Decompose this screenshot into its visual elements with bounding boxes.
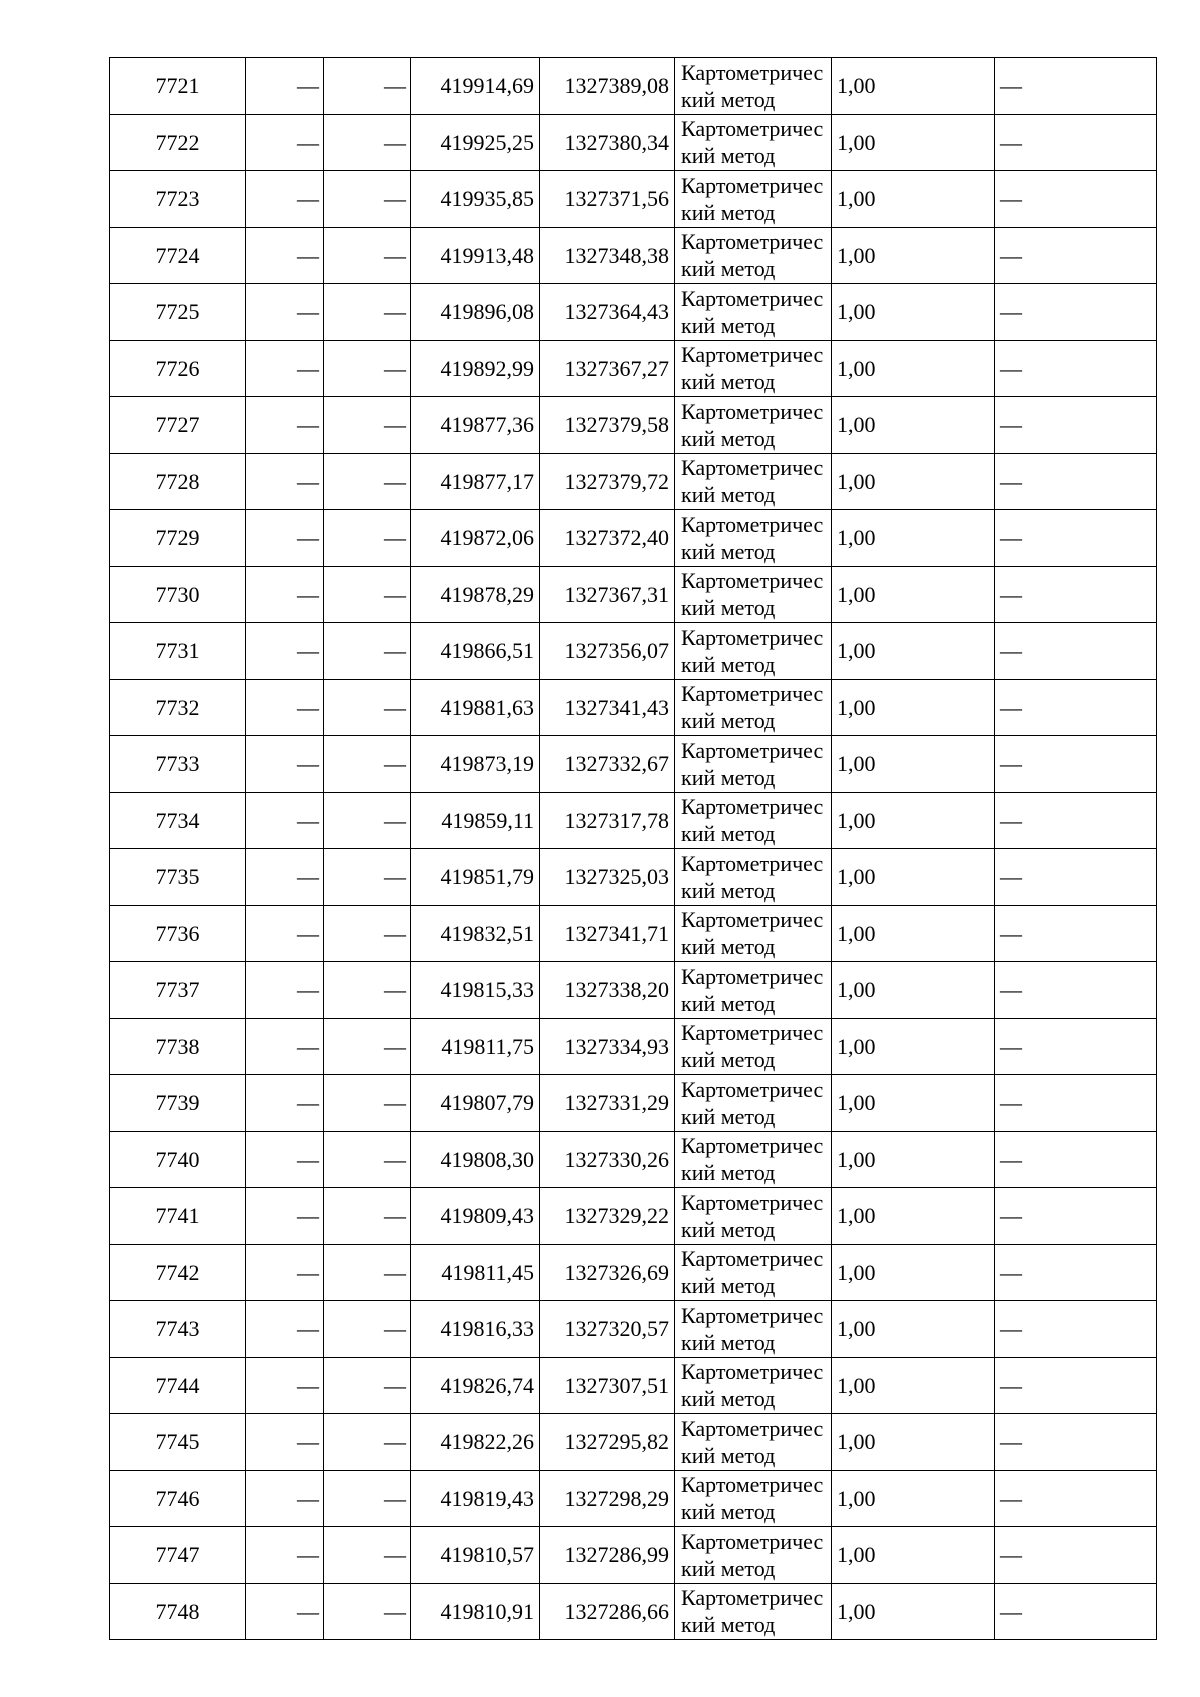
empty-value-cell: — xyxy=(324,453,411,510)
x-coordinate-cell: 419851,79 xyxy=(411,849,540,906)
accuracy-cell: 1,00 xyxy=(832,1188,995,1245)
accuracy-cell: 1,00 xyxy=(832,1470,995,1527)
point-number-cell: 7740 xyxy=(110,1131,246,1188)
x-coordinate-cell: 419881,63 xyxy=(411,679,540,736)
x-coordinate-cell: 419877,36 xyxy=(411,397,540,454)
accuracy-cell: 1,00 xyxy=(832,1131,995,1188)
method-cell: Картометрический метод xyxy=(675,114,832,171)
y-coordinate-cell: 1327367,31 xyxy=(540,566,675,623)
x-coordinate-cell: 419816,33 xyxy=(411,1301,540,1358)
empty-value-cell: — xyxy=(324,1470,411,1527)
empty-value-cell: — xyxy=(246,962,324,1019)
x-coordinate-cell: 419896,08 xyxy=(411,284,540,341)
empty-value-cell: — xyxy=(324,1131,411,1188)
point-number-cell: 7728 xyxy=(110,453,246,510)
empty-value-cell: — xyxy=(324,736,411,793)
method-cell: Картометрический метод xyxy=(675,905,832,962)
empty-value-cell: — xyxy=(324,58,411,115)
empty-value-cell: — xyxy=(324,227,411,284)
point-number-cell: 7724 xyxy=(110,227,246,284)
table-row xyxy=(110,1075,1157,1132)
point-number-cell: 7746 xyxy=(110,1470,246,1527)
note-cell: — xyxy=(995,397,1157,454)
note-cell: — xyxy=(995,114,1157,171)
table-row xyxy=(110,284,1157,341)
point-number-cell: 7742 xyxy=(110,1244,246,1301)
empty-value-cell: — xyxy=(324,510,411,567)
note-cell: — xyxy=(995,1131,1157,1188)
table-row xyxy=(110,114,1157,171)
table-row xyxy=(110,962,1157,1019)
method-cell: Картометрический метод xyxy=(675,1131,832,1188)
note-cell: — xyxy=(995,1527,1157,1584)
method-cell: Картометрический метод xyxy=(675,736,832,793)
point-number-cell: 7736 xyxy=(110,905,246,962)
method-cell: Картометрический метод xyxy=(675,1583,832,1640)
y-coordinate-cell: 1327338,20 xyxy=(540,962,675,1019)
table-row xyxy=(110,1244,1157,1301)
y-coordinate-cell: 1327389,08 xyxy=(540,58,675,115)
y-coordinate-cell: 1327379,58 xyxy=(540,397,675,454)
x-coordinate-cell: 419811,75 xyxy=(411,1018,540,1075)
point-number-cell: 7734 xyxy=(110,792,246,849)
accuracy-cell: 1,00 xyxy=(832,962,995,1019)
method-cell: Картометрический метод xyxy=(675,397,832,454)
accuracy-cell: 1,00 xyxy=(832,58,995,115)
point-number-cell: 7723 xyxy=(110,171,246,228)
empty-value-cell: — xyxy=(246,1244,324,1301)
note-cell: — xyxy=(995,962,1157,1019)
point-number-cell: 7722 xyxy=(110,114,246,171)
note-cell: — xyxy=(995,227,1157,284)
coordinates-table-body xyxy=(110,58,1157,1640)
empty-value-cell: — xyxy=(246,1470,324,1527)
accuracy-cell: 1,00 xyxy=(832,284,995,341)
empty-value-cell: — xyxy=(324,340,411,397)
note-cell: — xyxy=(995,1301,1157,1358)
empty-value-cell: — xyxy=(324,679,411,736)
x-coordinate-cell: 419810,91 xyxy=(411,1583,540,1640)
method-cell: Картометрический метод xyxy=(675,679,832,736)
y-coordinate-cell: 1327286,66 xyxy=(540,1583,675,1640)
table-row xyxy=(110,1470,1157,1527)
point-number-cell: 7748 xyxy=(110,1583,246,1640)
note-cell: — xyxy=(995,340,1157,397)
table-row xyxy=(110,1188,1157,1245)
x-coordinate-cell: 419866,51 xyxy=(411,623,540,680)
x-coordinate-cell: 419878,29 xyxy=(411,566,540,623)
empty-value-cell: — xyxy=(246,284,324,341)
accuracy-cell: 1,00 xyxy=(832,679,995,736)
empty-value-cell: — xyxy=(324,397,411,454)
table-row xyxy=(110,453,1157,510)
accuracy-cell: 1,00 xyxy=(832,1018,995,1075)
point-number-cell: 7726 xyxy=(110,340,246,397)
method-cell: Картометрический метод xyxy=(675,510,832,567)
table-row xyxy=(110,1018,1157,1075)
empty-value-cell: — xyxy=(324,905,411,962)
y-coordinate-cell: 1327307,51 xyxy=(540,1357,675,1414)
point-number-cell: 7733 xyxy=(110,736,246,793)
empty-value-cell: — xyxy=(246,623,324,680)
y-coordinate-cell: 1327326,69 xyxy=(540,1244,675,1301)
empty-value-cell: — xyxy=(246,58,324,115)
empty-value-cell: — xyxy=(246,171,324,228)
method-cell: Картометрический метод xyxy=(675,792,832,849)
empty-value-cell: — xyxy=(324,1075,411,1132)
empty-value-cell: — xyxy=(324,1583,411,1640)
note-cell: — xyxy=(995,679,1157,736)
empty-value-cell: — xyxy=(324,1357,411,1414)
method-cell: Картометрический метод xyxy=(675,453,832,510)
note-cell: — xyxy=(995,58,1157,115)
coordinates-table xyxy=(109,57,1157,1640)
x-coordinate-cell: 419819,43 xyxy=(411,1470,540,1527)
accuracy-cell: 1,00 xyxy=(832,1301,995,1358)
empty-value-cell: — xyxy=(324,849,411,906)
empty-value-cell: — xyxy=(246,1188,324,1245)
method-cell: Картометрический метод xyxy=(675,58,832,115)
note-cell: — xyxy=(995,1470,1157,1527)
x-coordinate-cell: 419810,57 xyxy=(411,1527,540,1584)
method-cell: Картометрический метод xyxy=(675,1470,832,1527)
y-coordinate-cell: 1327298,29 xyxy=(540,1470,675,1527)
y-coordinate-cell: 1327367,27 xyxy=(540,340,675,397)
table-row xyxy=(110,679,1157,736)
note-cell: — xyxy=(995,1357,1157,1414)
empty-value-cell: — xyxy=(324,1414,411,1471)
table-row xyxy=(110,1301,1157,1358)
note-cell: — xyxy=(995,510,1157,567)
y-coordinate-cell: 1327334,93 xyxy=(540,1018,675,1075)
empty-value-cell: — xyxy=(246,905,324,962)
point-number-cell: 7741 xyxy=(110,1188,246,1245)
accuracy-cell: 1,00 xyxy=(832,1244,995,1301)
table-row xyxy=(110,1414,1157,1471)
point-number-cell: 7747 xyxy=(110,1527,246,1584)
method-cell: Картометрический метод xyxy=(675,1301,832,1358)
method-cell: Картометрический метод xyxy=(675,1075,832,1132)
empty-value-cell: — xyxy=(246,397,324,454)
point-number-cell: 7743 xyxy=(110,1301,246,1358)
method-cell: Картометрический метод xyxy=(675,1414,832,1471)
table-row xyxy=(110,58,1157,115)
empty-value-cell: — xyxy=(246,1018,324,1075)
y-coordinate-cell: 1327330,26 xyxy=(540,1131,675,1188)
table-row xyxy=(110,1357,1157,1414)
note-cell: — xyxy=(995,171,1157,228)
x-coordinate-cell: 419914,69 xyxy=(411,58,540,115)
note-cell: — xyxy=(995,849,1157,906)
method-cell: Картометрический метод xyxy=(675,1018,832,1075)
empty-value-cell: — xyxy=(246,679,324,736)
y-coordinate-cell: 1327372,40 xyxy=(540,510,675,567)
empty-value-cell: — xyxy=(246,1414,324,1471)
y-coordinate-cell: 1327317,78 xyxy=(540,792,675,849)
empty-value-cell: — xyxy=(246,849,324,906)
x-coordinate-cell: 419815,33 xyxy=(411,962,540,1019)
x-coordinate-cell: 419809,43 xyxy=(411,1188,540,1245)
empty-value-cell: — xyxy=(324,114,411,171)
x-coordinate-cell: 419859,11 xyxy=(411,792,540,849)
empty-value-cell: — xyxy=(246,453,324,510)
point-number-cell: 7739 xyxy=(110,1075,246,1132)
x-coordinate-cell: 419822,26 xyxy=(411,1414,540,1471)
accuracy-cell: 1,00 xyxy=(832,566,995,623)
x-coordinate-cell: 419872,06 xyxy=(411,510,540,567)
empty-value-cell: — xyxy=(324,1527,411,1584)
note-cell: — xyxy=(995,1583,1157,1640)
empty-value-cell: — xyxy=(246,1301,324,1358)
method-cell: Картометрический метод xyxy=(675,962,832,1019)
empty-value-cell: — xyxy=(324,1301,411,1358)
empty-value-cell: — xyxy=(246,1583,324,1640)
table-row xyxy=(110,227,1157,284)
empty-value-cell: — xyxy=(324,1244,411,1301)
y-coordinate-cell: 1327348,38 xyxy=(540,227,675,284)
accuracy-cell: 1,00 xyxy=(832,1583,995,1640)
table-row xyxy=(110,1583,1157,1640)
method-cell: Картометрический метод xyxy=(675,623,832,680)
method-cell: Картометрический метод xyxy=(675,1244,832,1301)
x-coordinate-cell: 419877,17 xyxy=(411,453,540,510)
accuracy-cell: 1,00 xyxy=(832,736,995,793)
y-coordinate-cell: 1327341,71 xyxy=(540,905,675,962)
empty-value-cell: — xyxy=(324,566,411,623)
note-cell: — xyxy=(995,1414,1157,1471)
table-row xyxy=(110,171,1157,228)
y-coordinate-cell: 1327320,57 xyxy=(540,1301,675,1358)
empty-value-cell: — xyxy=(246,1527,324,1584)
y-coordinate-cell: 1327325,03 xyxy=(540,849,675,906)
table-row xyxy=(110,849,1157,906)
empty-value-cell: — xyxy=(324,623,411,680)
x-coordinate-cell: 419808,30 xyxy=(411,1131,540,1188)
point-number-cell: 7729 xyxy=(110,510,246,567)
point-number-cell: 7735 xyxy=(110,849,246,906)
y-coordinate-cell: 1327331,29 xyxy=(540,1075,675,1132)
x-coordinate-cell: 419826,74 xyxy=(411,1357,540,1414)
accuracy-cell: 1,00 xyxy=(832,453,995,510)
y-coordinate-cell: 1327295,82 xyxy=(540,1414,675,1471)
x-coordinate-cell: 419811,45 xyxy=(411,1244,540,1301)
note-cell: — xyxy=(995,1018,1157,1075)
table-row xyxy=(110,792,1157,849)
table-row xyxy=(110,905,1157,962)
y-coordinate-cell: 1327379,72 xyxy=(540,453,675,510)
method-cell: Картометрический метод xyxy=(675,1357,832,1414)
table-row xyxy=(110,1131,1157,1188)
accuracy-cell: 1,00 xyxy=(832,1527,995,1584)
point-number-cell: 7731 xyxy=(110,623,246,680)
table-row xyxy=(110,1527,1157,1584)
accuracy-cell: 1,00 xyxy=(832,792,995,849)
method-cell: Картометрический метод xyxy=(675,1527,832,1584)
x-coordinate-cell: 419807,79 xyxy=(411,1075,540,1132)
note-cell: — xyxy=(995,284,1157,341)
note-cell: — xyxy=(995,905,1157,962)
table-row xyxy=(110,736,1157,793)
point-number-cell: 7738 xyxy=(110,1018,246,1075)
table-row xyxy=(110,340,1157,397)
accuracy-cell: 1,00 xyxy=(832,114,995,171)
accuracy-cell: 1,00 xyxy=(832,1414,995,1471)
accuracy-cell: 1,00 xyxy=(832,623,995,680)
method-cell: Картометрический метод xyxy=(675,284,832,341)
method-cell: Картометрический метод xyxy=(675,849,832,906)
accuracy-cell: 1,00 xyxy=(832,510,995,567)
note-cell: — xyxy=(995,453,1157,510)
table-row xyxy=(110,566,1157,623)
empty-value-cell: — xyxy=(246,1075,324,1132)
empty-value-cell: — xyxy=(324,284,411,341)
method-cell: Картометрический метод xyxy=(675,227,832,284)
accuracy-cell: 1,00 xyxy=(832,397,995,454)
empty-value-cell: — xyxy=(324,171,411,228)
y-coordinate-cell: 1327380,34 xyxy=(540,114,675,171)
empty-value-cell: — xyxy=(246,340,324,397)
note-cell: — xyxy=(995,566,1157,623)
accuracy-cell: 1,00 xyxy=(832,1357,995,1414)
accuracy-cell: 1,00 xyxy=(832,171,995,228)
y-coordinate-cell: 1327364,43 xyxy=(540,284,675,341)
y-coordinate-cell: 1327329,22 xyxy=(540,1188,675,1245)
point-number-cell: 7721 xyxy=(110,58,246,115)
x-coordinate-cell: 419873,19 xyxy=(411,736,540,793)
note-cell: — xyxy=(995,623,1157,680)
accuracy-cell: 1,00 xyxy=(832,905,995,962)
empty-value-cell: — xyxy=(324,1018,411,1075)
table-row xyxy=(110,397,1157,454)
point-number-cell: 7730 xyxy=(110,566,246,623)
method-cell: Картометрический метод xyxy=(675,1188,832,1245)
note-cell: — xyxy=(995,1244,1157,1301)
empty-value-cell: — xyxy=(246,566,324,623)
note-cell: — xyxy=(995,1188,1157,1245)
empty-value-cell: — xyxy=(324,962,411,1019)
accuracy-cell: 1,00 xyxy=(832,1075,995,1132)
empty-value-cell: — xyxy=(246,736,324,793)
point-number-cell: 7745 xyxy=(110,1414,246,1471)
empty-value-cell: — xyxy=(246,792,324,849)
empty-value-cell: — xyxy=(246,114,324,171)
point-number-cell: 7732 xyxy=(110,679,246,736)
empty-value-cell: — xyxy=(246,1357,324,1414)
note-cell: — xyxy=(995,1075,1157,1132)
accuracy-cell: 1,00 xyxy=(832,849,995,906)
x-coordinate-cell: 419935,85 xyxy=(411,171,540,228)
y-coordinate-cell: 1327286,99 xyxy=(540,1527,675,1584)
y-coordinate-cell: 1327356,07 xyxy=(540,623,675,680)
x-coordinate-cell: 419913,48 xyxy=(411,227,540,284)
method-cell: Картометрический метод xyxy=(675,566,832,623)
table-row xyxy=(110,510,1157,567)
method-cell: Картометрический метод xyxy=(675,340,832,397)
accuracy-cell: 1,00 xyxy=(832,227,995,284)
x-coordinate-cell: 419925,25 xyxy=(411,114,540,171)
point-number-cell: 7725 xyxy=(110,284,246,341)
table-row xyxy=(110,623,1157,680)
empty-value-cell: — xyxy=(246,227,324,284)
point-number-cell: 7737 xyxy=(110,962,246,1019)
note-cell: — xyxy=(995,792,1157,849)
y-coordinate-cell: 1327371,56 xyxy=(540,171,675,228)
y-coordinate-cell: 1327332,67 xyxy=(540,736,675,793)
x-coordinate-cell: 419832,51 xyxy=(411,905,540,962)
empty-value-cell: — xyxy=(324,792,411,849)
y-coordinate-cell: 1327341,43 xyxy=(540,679,675,736)
x-coordinate-cell: 419892,99 xyxy=(411,340,540,397)
accuracy-cell: 1,00 xyxy=(832,340,995,397)
point-number-cell: 7744 xyxy=(110,1357,246,1414)
method-cell: Картометрический метод xyxy=(675,171,832,228)
empty-value-cell: — xyxy=(324,1188,411,1245)
point-number-cell: 7727 xyxy=(110,397,246,454)
note-cell: — xyxy=(995,736,1157,793)
empty-value-cell: — xyxy=(246,510,324,567)
empty-value-cell: — xyxy=(246,1131,324,1188)
